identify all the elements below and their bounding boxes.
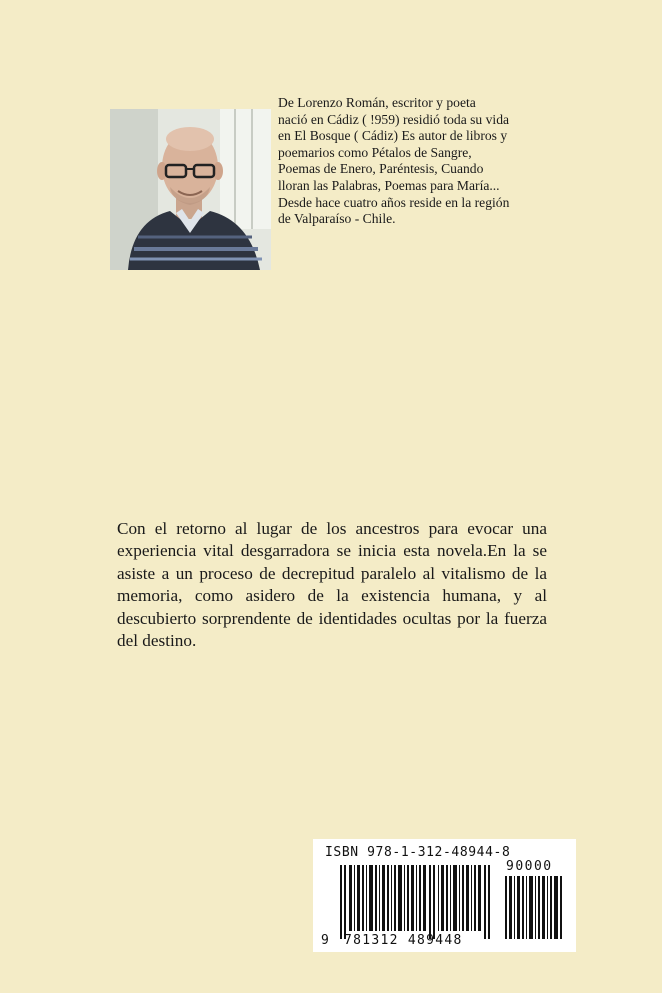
book-blurb: Con el retorno al lugar de los ancestros para evocar una experiencia vital desgarradora se inicia esta novela.En la se asiste a un proceso de decrepitud paralelo al vitalismo de la memoria, como asidero de la existencia humana, y al descubierto sorprendente de identidades ocultas por la fuerza del destino. — [117, 519, 547, 651]
isbn-barcode — [313, 839, 576, 952]
author-photo — [110, 109, 271, 270]
isbn-label: ISBN 978-1-312-48944-8 — [325, 845, 511, 860]
price-code: 90000 — [506, 859, 553, 874]
ean-lead-digit: 9 — [321, 933, 329, 948]
ean-digits: 781312 489448 — [344, 933, 463, 948]
author-bio: De Lorenzo Román, escritor y poeta nació en Cádiz ( !959) residió toda su vida en El Bosque ( Cádiz) Es autor de libros y poemarios como Pétalos de Sangre, Poemas de Enero, Paréntesis, Cuando lloran las Palabras, Poemas para María... Desde hace cuatro años reside en la región de Valparaíso - Chile. — [278, 95, 510, 227]
